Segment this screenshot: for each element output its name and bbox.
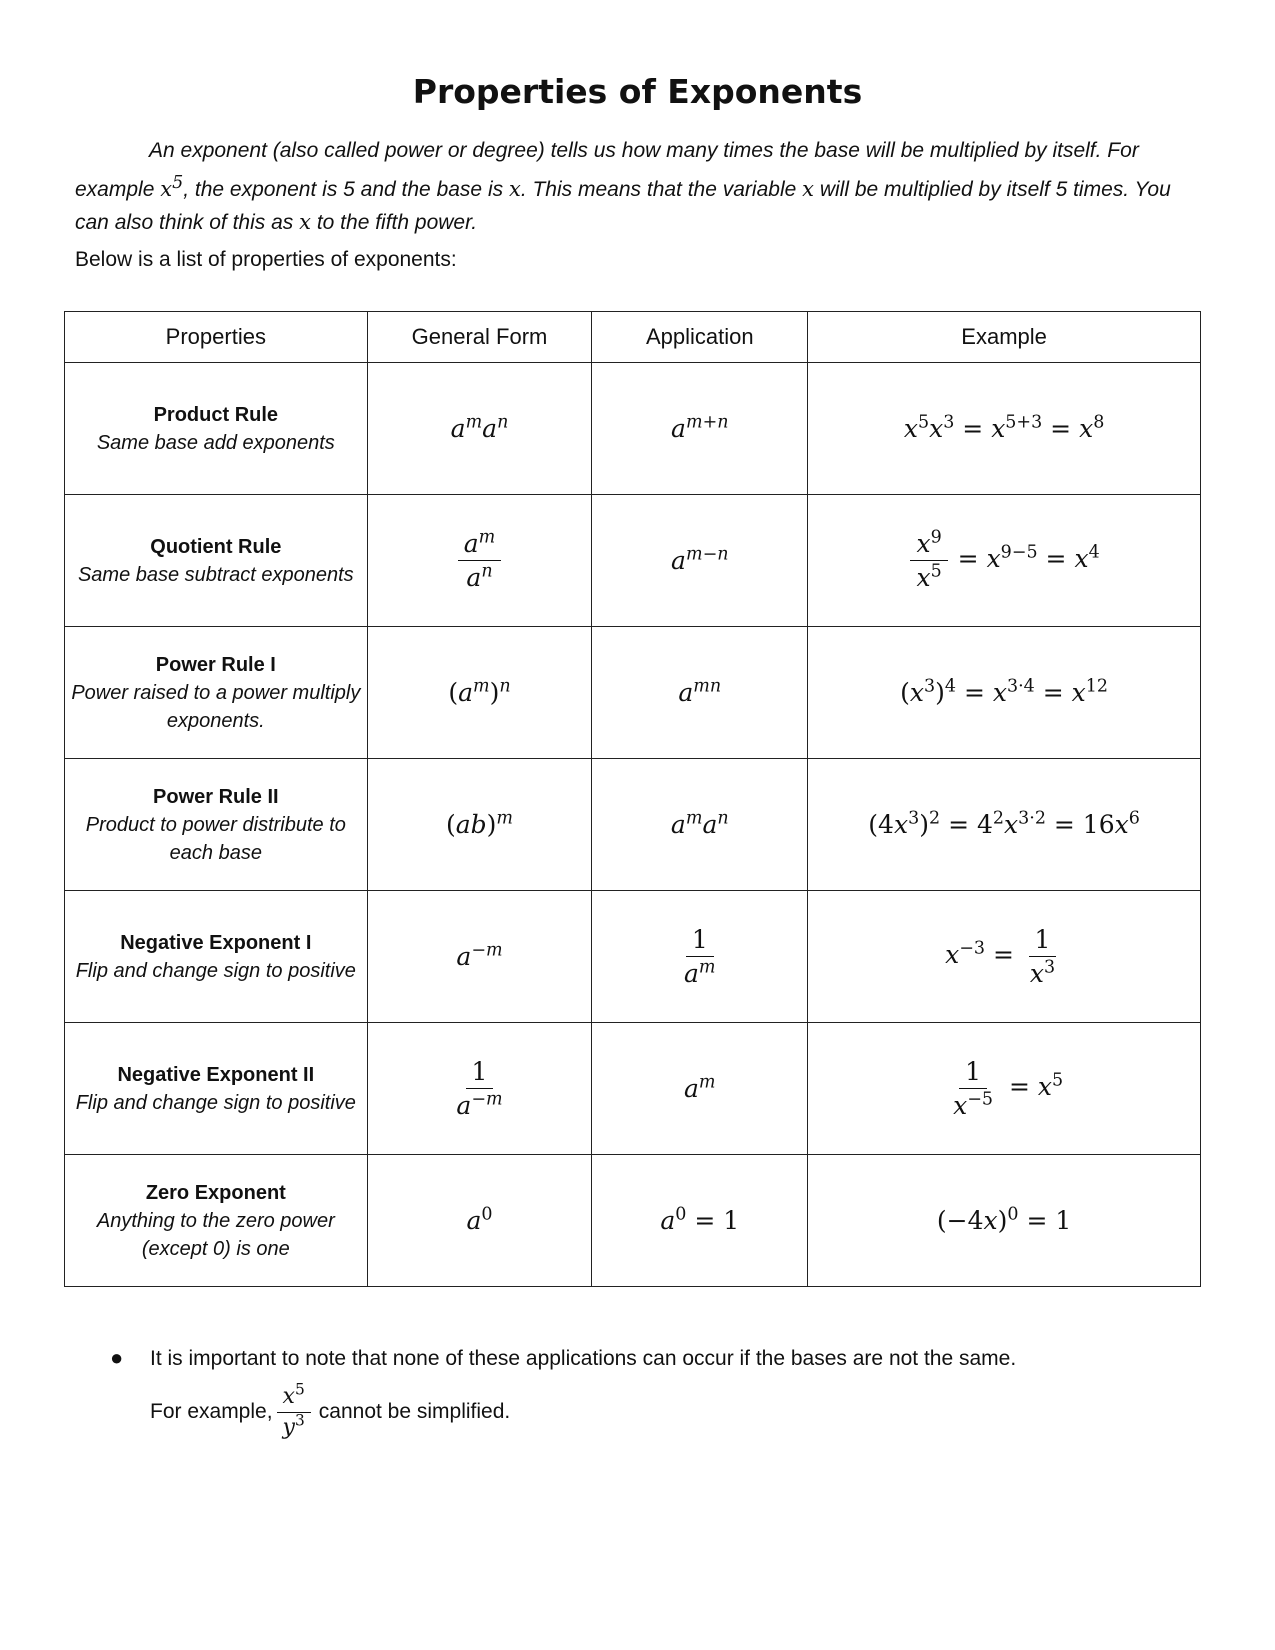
rule-description: Product to power distribute to each base	[85, 813, 346, 864]
intro-paragraph: An exponent (also called power or degree) tells us how many times the base will be multiplied by itself. For example $x^5$, the exponent is 5 and the base is x. This means that the variable x will be multiplied by itself 5 times. You can also think of this as x to the fifth power.	[75, 139, 1171, 234]
note-text: It is important to note that none of these applications can occur if the bases are not the same.	[150, 1347, 1017, 1370]
formula: $a^{m+n}$	[671, 412, 729, 443]
rule-description: Flip and change sign to positive	[75, 959, 356, 982]
table-row	[65, 891, 1201, 1023]
formula: $(x^3)^4 = x^{3\cdot 4} = x^{12}$	[900, 676, 1109, 707]
example-cell	[808, 363, 1201, 495]
general-form-cell	[367, 891, 592, 1023]
formula: $a^ma^n$	[670, 808, 729, 839]
table-row	[65, 363, 1201, 495]
formula: $\frac{1}{a^m}$	[684, 924, 716, 988]
rule-name: Quotient Rule	[150, 535, 282, 558]
header-application: Application	[592, 312, 808, 363]
bullet-icon: ●	[110, 1345, 124, 1370]
formula: $(-4x)^0 = 1$	[936, 1204, 1072, 1235]
property-cell	[65, 891, 368, 1023]
application-cell	[592, 1023, 808, 1155]
example-cell	[808, 891, 1201, 1023]
general-form-cell	[367, 759, 592, 891]
note-example-prefix: For example,	[150, 1400, 273, 1423]
general-form-cell	[367, 495, 592, 627]
application-cell	[592, 759, 808, 891]
rule-name: Zero Exponent	[145, 1181, 286, 1204]
formula: (ab)$^m$	[445, 808, 514, 839]
formula: $a^{m-n}$	[671, 544, 729, 575]
header-general-form: General Form	[367, 312, 592, 363]
example-cell	[808, 759, 1201, 891]
general-form-cell	[367, 627, 592, 759]
rule-name: Power Rule II	[153, 785, 279, 808]
formula: $a^0 = 1$	[660, 1204, 740, 1235]
rule-name: Negative Exponent II	[117, 1063, 315, 1086]
formula: $\frac{1}{x^{-5}}$ = $x^5$	[953, 1056, 1064, 1120]
header-example: Example	[808, 312, 1201, 363]
example-cell	[808, 495, 1201, 627]
formula: $a^{-m}$	[456, 940, 503, 971]
general-form-cell	[367, 363, 592, 495]
application-cell	[592, 495, 808, 627]
rule-name: Power Rule I	[155, 653, 276, 676]
general-form-cell	[367, 1023, 592, 1155]
page-title: Properties of Exponents	[412, 72, 863, 111]
property-cell	[65, 495, 368, 627]
formula: $(a^m)^n$	[448, 676, 511, 707]
formula: $\frac{1}{a^{-m}}$	[456, 1056, 503, 1120]
formula: $a^m$	[684, 1072, 716, 1103]
formula: $\frac{x^9}{x^5}$ = $x^{9-5} = x^4$	[908, 544, 1099, 573]
formula: $x^{-3}$ = $\frac{1}{x^3}$	[945, 924, 1056, 988]
formula: $\frac{a^m}{a^n}$	[456, 544, 504, 573]
property-cell	[65, 1023, 368, 1155]
rule-description: Same base add exponents	[96, 431, 335, 454]
application-cell	[592, 1155, 808, 1287]
property-cell	[65, 759, 368, 891]
note-example	[150, 1382, 510, 1442]
formula: $a^0$	[466, 1204, 493, 1235]
table-row	[65, 759, 1201, 891]
rule-description: Same base subtract exponents	[77, 563, 354, 586]
table-row	[65, 1023, 1201, 1155]
rule-description: Anything to the zero power (except 0) is one	[96, 1209, 335, 1260]
rule-description: Power raised to a power multiply exponents.	[71, 681, 361, 732]
general-form-cell	[367, 1155, 592, 1287]
property-cell	[65, 363, 368, 495]
lead-text: Below is a list of properties of exponents:	[75, 248, 457, 271]
formula: $a^ma^n$	[450, 412, 509, 443]
formula: $(4x^3)^2 = 4^2x^{3\cdot 2} = 16x^6$	[868, 808, 1140, 839]
table-header-row	[65, 312, 1201, 363]
rule-name: Negative Exponent I	[120, 931, 312, 954]
formula: $a^{mn}$	[678, 676, 722, 707]
formula: $x^5x^3 = x^{5+3} = x^8$	[903, 412, 1105, 443]
application-cell	[592, 627, 808, 759]
application-cell	[592, 363, 808, 495]
table-row	[65, 495, 1201, 627]
example-cell	[808, 1155, 1201, 1287]
note-example-suffix: cannot be simplified.	[318, 1400, 511, 1423]
property-cell	[65, 627, 368, 759]
properties-table	[64, 311, 1201, 1287]
example-cell	[808, 627, 1201, 759]
rule-description: Flip and change sign to positive	[75, 1091, 356, 1114]
table-row	[65, 1155, 1201, 1287]
example-fraction: $\frac{x^5}{y^3}$	[277, 1382, 311, 1442]
property-cell	[65, 1155, 368, 1287]
rule-name: Product Rule	[153, 403, 279, 426]
table-row	[65, 627, 1201, 759]
header-properties: Properties	[65, 312, 368, 363]
application-cell	[592, 891, 808, 1023]
example-cell	[808, 1023, 1201, 1155]
